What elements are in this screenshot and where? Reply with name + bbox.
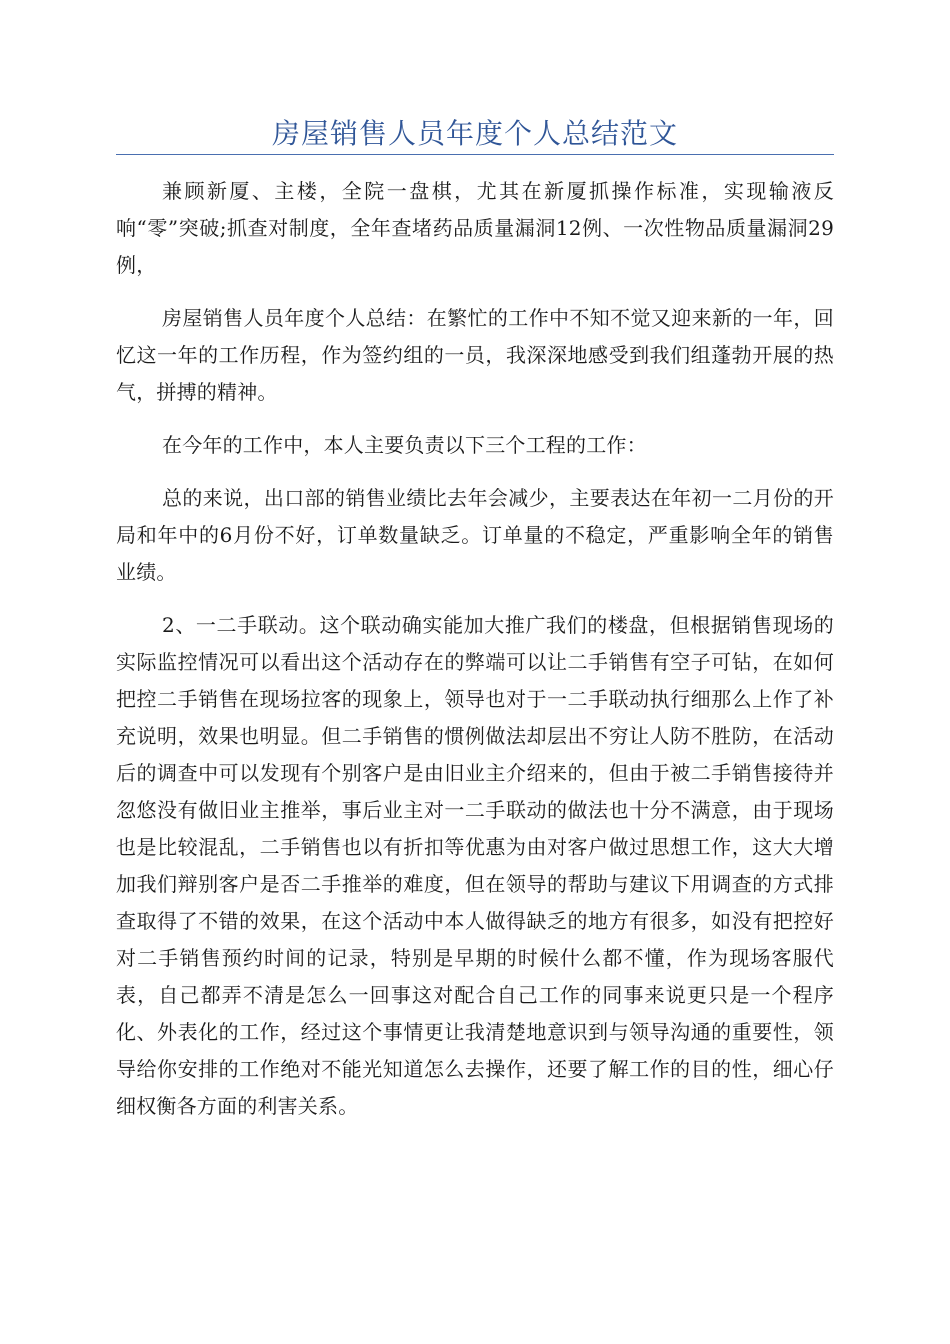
- title-underline: [116, 154, 834, 155]
- paragraph-1: 兼顾新厦、主楼，全院一盘棋，尤其在新厦抓操作标准，实现输液反响“零”突破;抓查对制度，全年查堵药品质量漏洞12例、一次性物品质量漏洞29例，: [116, 179, 834, 277]
- paragraph-5: 2、一二手联动。这个联动确实能加大推广我们的楼盘，但根据销售现场的实际监控情况可以看出这个活动存在的弊端可以让二手销售有空子可钻，在如何把控二手销售在现场拉客的现象上，领导也对于一二手联动执行细那么上作了补充说明，效果也明显。但二手销售的惯例做法却层出不穷让人防不胜防，在活动后的调查中可以发现有个别客户是由旧业主介绍来的，但由于被二手销售接待并忽悠没有做旧业主推举，事后业主对一二手联动的做法也十分不满意，由于现场也是比较混乱，二手销售也以有折扣等优惠为由对客户做过思想工作，这大大增加我们辩别客户是否二手推举的难度，但在领导的帮助与建议下用调查的方式排查取得了不错的效果，在这个活动中本人做得缺乏的地方有很多，如没有把控好对二手销售预约时间的记录，特别是早期的时候什么都不懂，作为现场客服代表，自己都弄不清是怎么一回事这对配合自己工作的同事来说更只是一个程序化、外表化的工作，经过这个事情更让我清楚地意识到与领导沟通的重要性，领导给你安排的工作绝对不能光知道怎么去操作，还要了解工作的目的性，细心仔细权衡各方面的利害关系。: [116, 613, 834, 1118]
- document-body: [116, 173, 834, 1141]
- document-title: 房屋销售人员年度个人总结范文: [271, 117, 678, 150]
- paragraph-3: 在今年的工作中，本人主要负责以下三个工程的工作：: [162, 433, 647, 457]
- paragraph-4: 总的来说，出口部的销售业绩比去年会减少，主要表达在年初一二月份的开局和年中的6月份不好，订单数量缺乏。订单量的不稳定，严重影响全年的销售业绩。: [116, 486, 834, 584]
- paragraph-2: 房屋销售人员年度个人总结：在繁忙的工作中不知不觉又迎来新的一年，回忆这一年的工作历程，作为签约组的一员，我深深地感受到我们组蓬勃开展的热气，拼搏的精神。: [116, 306, 834, 404]
